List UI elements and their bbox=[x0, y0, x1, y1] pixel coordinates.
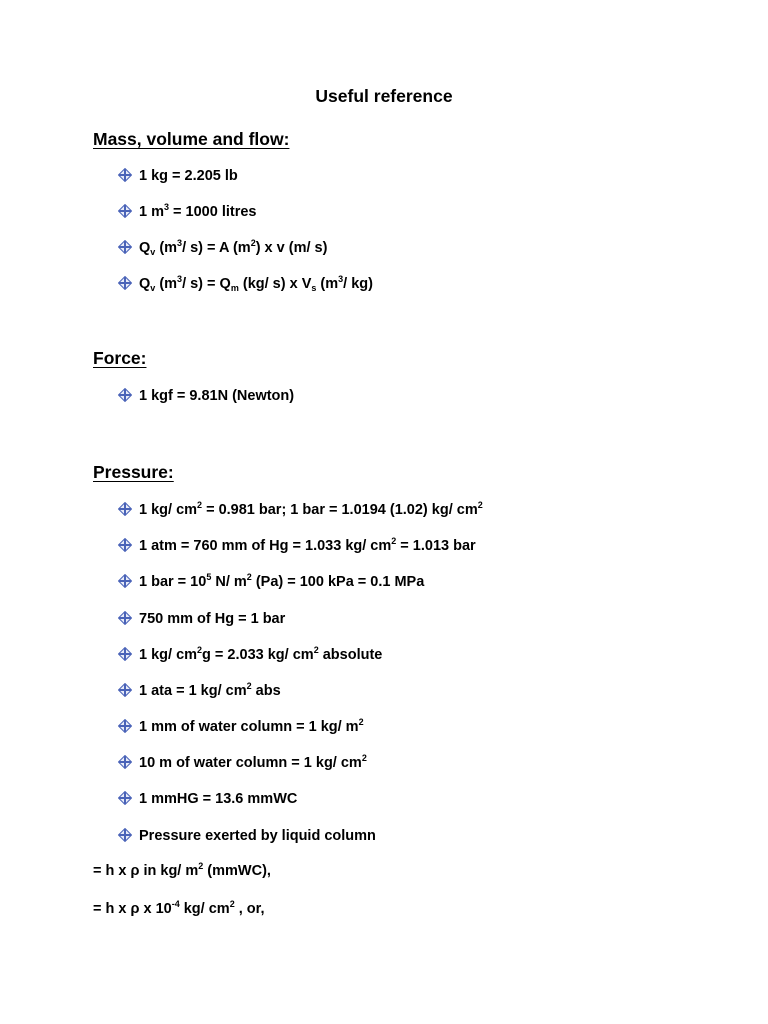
diamond-cross-bullet-icon bbox=[118, 611, 132, 625]
diamond-cross-bullet-icon bbox=[118, 828, 132, 842]
item-text: $Q_v$ ($m^3/$ s) = A $(m^2)$ x v (m/ s) bbox=[139, 238, 328, 257]
list-item bbox=[118, 647, 382, 663]
item-text: Pressure exerted by liquid column bbox=[139, 828, 376, 844]
list-item bbox=[118, 755, 367, 771]
diamond-cross-bullet-icon bbox=[118, 574, 132, 588]
list-item bbox=[118, 502, 483, 518]
item-text: 750 mm of Hg = 1 bar bbox=[139, 611, 286, 627]
section-heading-pressure: Pressure: bbox=[93, 462, 174, 482]
list-item bbox=[118, 719, 364, 735]
list-item bbox=[118, 204, 256, 220]
list-item bbox=[118, 240, 327, 256]
diamond-cross-bullet-icon bbox=[118, 791, 132, 805]
diamond-cross-bullet-icon bbox=[118, 276, 132, 290]
item-text: 1 mmHG = 13.6 mmWC bbox=[139, 791, 298, 807]
item-text: 1 atm = 760 mm of Hg = 1.033 kg/ $cm^2 = 1.013$ bar bbox=[139, 536, 476, 554]
item-text: 1 bar = $10^5$ N/ $m^2$ (Pa) = 100 kPa = 0.1 MPa bbox=[139, 572, 425, 590]
list-item bbox=[118, 388, 294, 404]
page-title: Useful reference bbox=[315, 86, 453, 106]
diamond-cross-bullet-icon bbox=[118, 719, 132, 733]
diamond-cross-bullet-icon bbox=[118, 502, 132, 516]
diamond-cross-bullet-icon bbox=[118, 755, 132, 769]
section-heading-force: Force: bbox=[93, 348, 147, 368]
item-text: 1 kg/ $cm^2 = 0.981$ bar; 1 bar = 1.0194 (1.02) kg/ $cm^2$ bbox=[139, 500, 483, 518]
item-text: $Q_v$ ($m^3/$ $s) = Q_m$ (kg/ s) x $V_s$ ($m^3/$ kg) bbox=[139, 274, 373, 293]
diamond-cross-bullet-icon bbox=[118, 388, 132, 402]
item-text: 1 kg/ $cm^2g = 2.033$ kg/ $cm^2$ absolute bbox=[139, 645, 383, 663]
item-text: 1 kg = 2.205 lb bbox=[139, 168, 238, 184]
diamond-cross-bullet-icon bbox=[118, 647, 132, 661]
list-item bbox=[118, 683, 281, 699]
diamond-cross-bullet-icon bbox=[118, 240, 132, 254]
list-item bbox=[118, 791, 297, 807]
diamond-cross-bullet-icon bbox=[118, 683, 132, 697]
diamond-cross-bullet-icon bbox=[118, 204, 132, 218]
list-item bbox=[118, 276, 373, 292]
list-item bbox=[118, 574, 424, 590]
item-text: 1 mm of water column = 1 kg/ $m^2$ bbox=[139, 717, 364, 735]
item-text: 1 $m^3 = 1000$ litres bbox=[139, 202, 257, 220]
item-text: 1 kgf = 9.81N (Newton) bbox=[139, 388, 295, 404]
formula-line: = h x ρ in kg/ $m^2$ (mmWC), bbox=[93, 861, 271, 879]
item-text: 1 ata = 1 kg/ $cm^2$ abs bbox=[139, 681, 281, 699]
list-item bbox=[118, 168, 238, 184]
list-item bbox=[118, 828, 376, 844]
formula-line: = h x ρ x $10^{-4}$ kg/ $cm^2$ , or, bbox=[93, 899, 265, 917]
diamond-cross-bullet-icon bbox=[118, 538, 132, 552]
diamond-cross-bullet-icon bbox=[118, 168, 132, 182]
list-item bbox=[118, 611, 285, 627]
section-heading-mass: Mass, volume and flow: bbox=[93, 129, 290, 149]
list-item bbox=[118, 538, 476, 554]
item-text: 10 m of water column = 1 kg/ $cm^2$ bbox=[139, 753, 367, 771]
